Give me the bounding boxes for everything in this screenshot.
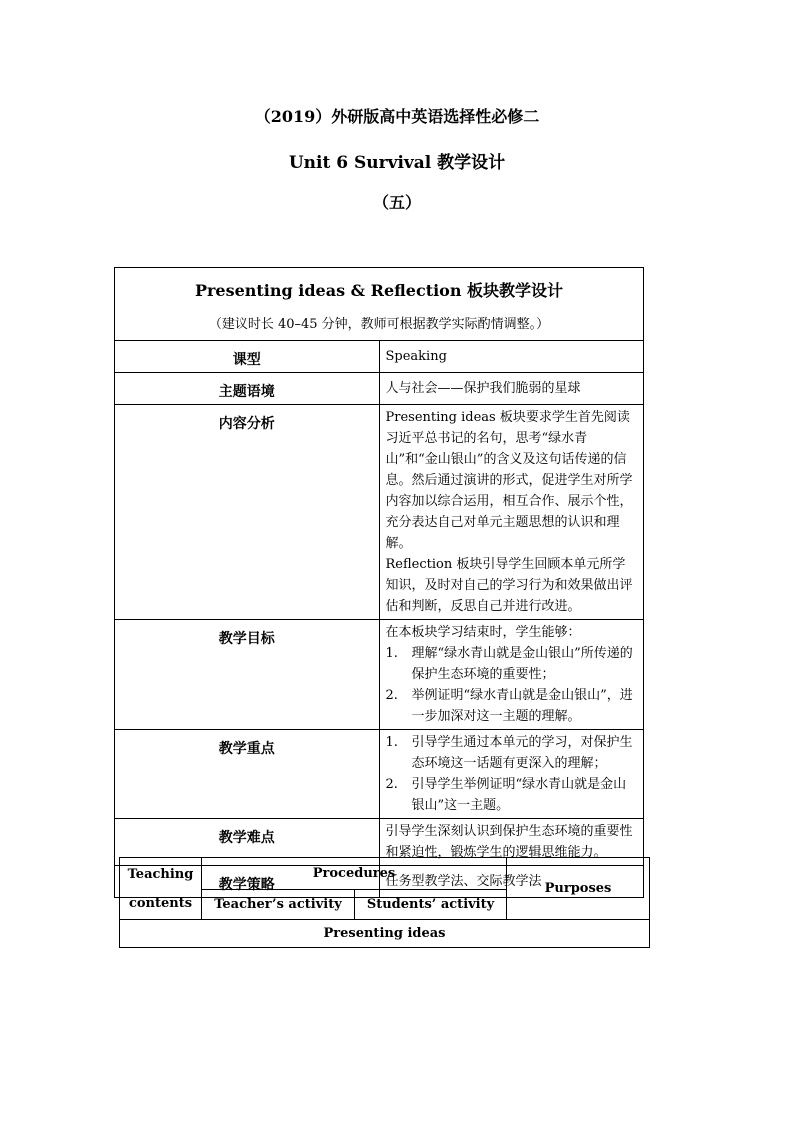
students-activity-header: Students’ activity xyxy=(355,890,507,920)
key-point-number: 1. xyxy=(385,735,398,750)
section-presenting-ideas: Presenting ideas xyxy=(120,920,650,948)
label-type: 课型 xyxy=(115,341,380,373)
key-point-number: 2. xyxy=(385,777,398,792)
label-analysis: 内容分析 xyxy=(115,405,380,620)
doc-title-line2: Unit 6 Survival 教学设计 xyxy=(288,153,506,173)
plan-header-cell xyxy=(115,268,644,341)
lesson-plan-table xyxy=(114,267,644,898)
label-key-points: 教学重点 xyxy=(115,730,380,819)
label-theme: 主题语境 xyxy=(115,373,380,405)
procedures-header: Procedures xyxy=(202,858,507,890)
teaching-label: Teaching xyxy=(127,866,194,882)
objective-text: 举例证明“绿水青山就是金山银山”，进一步加深对这一主题的理解。 xyxy=(411,688,633,724)
row-analysis xyxy=(115,405,644,620)
row-type xyxy=(115,341,644,373)
procedures-table xyxy=(119,857,650,948)
objective-number: 2. xyxy=(385,688,398,703)
objective-item xyxy=(386,685,638,727)
row-objectives xyxy=(115,620,644,730)
purposes-header: Purposes xyxy=(507,858,650,920)
analysis-paragraph-2: Reflection 板块引导学生回顾本单元所学知识，及时对自己的学习行为和效果做出评估和判断，反思自己并进行改进。 xyxy=(385,557,633,614)
teacher-activity-header: Teacher’s activity xyxy=(202,890,355,920)
key-point-text: 引导学生举例证明“绿水青山就是金山银山”这一主题。 xyxy=(411,777,627,813)
label-objectives: 教学目标 xyxy=(115,620,380,730)
objective-number: 1. xyxy=(385,646,398,661)
value-strategies: 任务型教学法、交际教学法 xyxy=(379,866,644,898)
value-analysis xyxy=(379,405,644,620)
key-point-text: 引导学生通过本单元的学习，对保护生态环境这一话题有更深入的理解； xyxy=(411,735,633,771)
plan-title: Presenting ideas & Reflection 板块教学设计 xyxy=(194,281,564,300)
doc-title-line3: （五） xyxy=(372,193,421,212)
row-key-points xyxy=(115,730,644,819)
key-point-item xyxy=(386,774,638,816)
objectives-intro: 在本板块学习结束时，学生能够： xyxy=(385,625,581,640)
label-strategies: 教学策略 xyxy=(115,866,380,898)
contents-label: contents xyxy=(128,895,193,911)
analysis-paragraph-1: Presenting ideas 板块要求学生首先阅读习近平总书记的名句，思考“绿水青山”和“金山银山”的含义及这句话传递的信息。然后通过演讲的形式，促进学生对所学内容加以综合运用，相互合作、展示个性，充分表达自己对单元主题思想的认识和理解。 xyxy=(385,410,633,551)
doc-title-line1: （2019）外研版高中英语选择性必修二 xyxy=(254,107,540,126)
label-difficulties: 教学难点 xyxy=(115,819,380,866)
row-theme xyxy=(115,373,644,405)
objective-text: 理解“绿水青山就是金山银山”所传递的保护生态环境的重要性； xyxy=(411,646,633,682)
teaching-contents-header xyxy=(120,858,202,920)
value-objectives xyxy=(379,620,644,730)
value-theme: 人与社会——保护我们脆弱的星球 xyxy=(379,373,644,405)
key-point-item xyxy=(386,732,638,774)
value-difficulties: 引导学生深刻认识到保护生态环境的重要性和紧迫性，锻炼学生的逻辑思维能力。 xyxy=(379,819,644,866)
objective-item xyxy=(386,643,638,685)
plan-duration-note: （建议时长 40–45 分钟，教师可根据教学实际酌情调整。） xyxy=(208,317,550,332)
value-type: Speaking xyxy=(379,341,644,373)
value-key-points xyxy=(379,730,644,819)
